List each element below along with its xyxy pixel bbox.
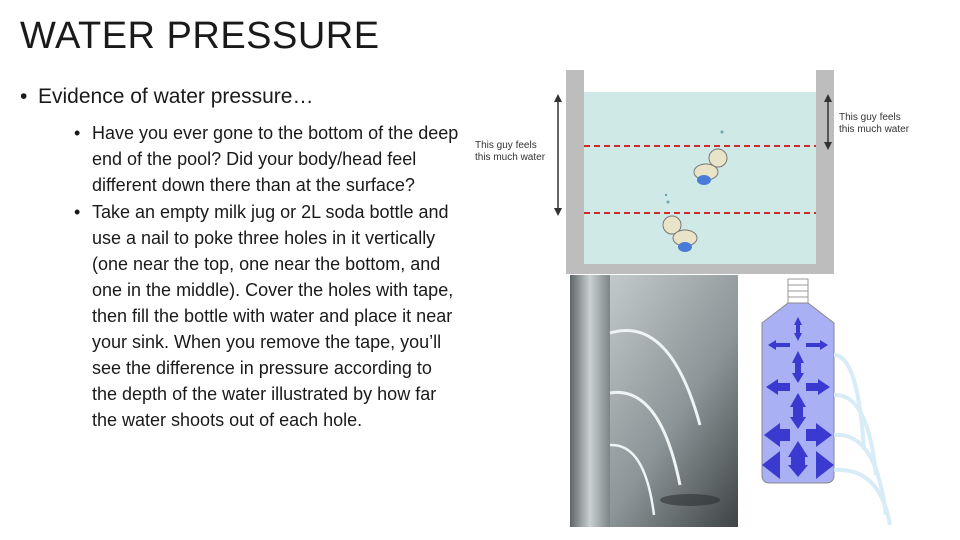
sub-bullet-list (38, 120, 460, 433)
main-bullet (20, 84, 460, 433)
water-jet-photo (570, 275, 738, 527)
water-splash (660, 494, 720, 506)
bottle-side (570, 275, 610, 527)
main-bullet-text: Evidence of water pressure… (38, 85, 314, 108)
label-right-line1: This guy feels (839, 112, 901, 123)
bottle-pressure-diagram (740, 275, 900, 527)
label-right-line2: this much water (839, 124, 910, 135)
bubble-icon (665, 194, 667, 196)
depth-arrow-deep (554, 94, 562, 216)
sub-bullet-bottle: • Take an empty milk jug or 2L soda bottle and use a nail to poke three holes in it vertically (one near the top, one near the bottom, and one in the middle). Cover the holes with tape, then fill the bottle with water and place it near your sink. When you remove the tape, you’ll see the difference in pressure according to the depth of the water illustrated by how far the water shoots out of each hole. (74, 199, 460, 434)
bubble-icon (667, 201, 670, 204)
bubble-icon (721, 131, 724, 134)
label-left-line1: This guy feels (475, 140, 537, 151)
pool-wall-left (566, 70, 584, 270)
sub-bullet-pool: • Have you ever gone to the bottom of the deep end of the pool? Did your body/head feel different down there than at the surface? (74, 120, 460, 198)
pool-floor (566, 264, 834, 274)
bullet-list (20, 84, 460, 433)
pool-pressure-diagram (470, 60, 930, 275)
bottle-jets (834, 355, 890, 525)
label-left-line2: this much water (475, 152, 546, 163)
slide-title: WATER PRESSURE (20, 15, 380, 57)
